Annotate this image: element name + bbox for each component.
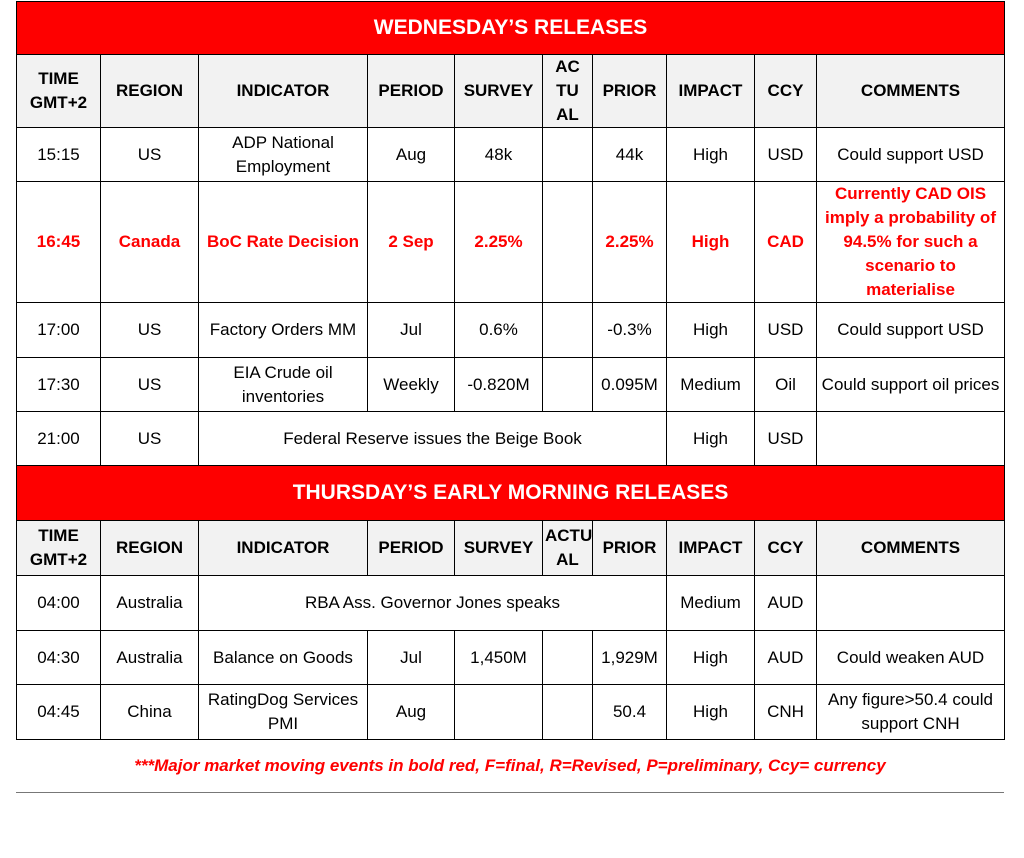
cell-comments: Any figure>50.4 could support CNH <box>817 685 1005 740</box>
cell-comments: Could support USD <box>817 303 1005 358</box>
cell-impact: Medium <box>667 576 755 631</box>
cell-region: China <box>101 685 199 740</box>
cell-impact: High <box>667 303 755 358</box>
table-row-major <box>17 182 1005 303</box>
wednesday-header-row <box>17 55 1005 128</box>
table-row <box>17 631 1005 685</box>
cell-prior: 2.25% <box>593 182 667 303</box>
cell-time: 21:00 <box>17 412 101 466</box>
cell-period: 2 Sep <box>368 182 455 303</box>
cell-actual <box>543 631 593 685</box>
cell-indicator: Federal Reserve issues the Beige Book <box>199 412 667 466</box>
cell-region: US <box>101 128 199 182</box>
wednesday-banner-row <box>17 2 1005 55</box>
cell-comments <box>817 576 1005 631</box>
cell-time: 04:30 <box>17 631 101 685</box>
cell-region: Australia <box>101 631 199 685</box>
thursday-title: THURSDAY’S EARLY MORNING RELEASES <box>17 466 1005 521</box>
cell-time: 17:30 <box>17 358 101 412</box>
cell-time: 17:00 <box>17 303 101 358</box>
header-survey: SURVEY <box>455 521 543 576</box>
cell-indicator: RBA Ass. Governor Jones speaks <box>199 576 667 631</box>
table-row <box>17 576 1005 631</box>
header-actual: AC TU AL <box>543 55 593 128</box>
cell-time: 04:45 <box>17 685 101 740</box>
header-time: TIME GMT+2 <box>17 521 101 576</box>
cell-comments <box>817 412 1005 466</box>
cell-comments: Currently CAD OIS imply a probability of 94.5% for such a scenario to materialise <box>817 182 1005 303</box>
cell-time: 04:00 <box>17 576 101 631</box>
cell-ccy: AUD <box>755 631 817 685</box>
cell-prior: -0.3% <box>593 303 667 358</box>
cell-impact: High <box>667 631 755 685</box>
header-prior: PRIOR <box>593 521 667 576</box>
cell-time: 15:15 <box>17 128 101 182</box>
cell-ccy: CAD <box>755 182 817 303</box>
cell-indicator: Balance on Goods <box>199 631 368 685</box>
header-comments: COMMENTS <box>817 521 1005 576</box>
cell-impact: High <box>667 128 755 182</box>
header-period: PERIOD <box>368 55 455 128</box>
economic-calendar-table <box>16 1 1005 740</box>
table-row <box>17 412 1005 466</box>
cell-survey: 1,450M <box>455 631 543 685</box>
cell-region: Canada <box>101 182 199 303</box>
cell-comments: Could weaken AUD <box>817 631 1005 685</box>
cell-indicator: RatingDog Services PMI <box>199 685 368 740</box>
cell-region: US <box>101 358 199 412</box>
cell-prior: 50.4 <box>593 685 667 740</box>
cell-ccy: USD <box>755 128 817 182</box>
header-survey: SURVEY <box>455 55 543 128</box>
cell-actual <box>543 128 593 182</box>
cell-region: Australia <box>101 576 199 631</box>
cell-prior: 1,929M <box>593 631 667 685</box>
thursday-header-row <box>17 521 1005 576</box>
cell-actual <box>543 182 593 303</box>
cell-time: 16:45 <box>17 182 101 303</box>
header-time: TIME GMT+2 <box>17 55 101 128</box>
cell-prior: 44k <box>593 128 667 182</box>
table-row <box>17 685 1005 740</box>
cell-survey: -0.820M <box>455 358 543 412</box>
header-impact: IMPACT <box>667 55 755 128</box>
cell-indicator: Factory Orders MM <box>199 303 368 358</box>
cell-region: US <box>101 412 199 466</box>
cell-indicator: EIA Crude oil inventories <box>199 358 368 412</box>
header-region: REGION <box>101 521 199 576</box>
cell-survey <box>455 685 543 740</box>
cell-survey: 0.6% <box>455 303 543 358</box>
cell-impact: Medium <box>667 358 755 412</box>
cell-prior: 0.095M <box>593 358 667 412</box>
header-indicator: INDICATOR <box>199 521 368 576</box>
cell-period: Aug <box>368 128 455 182</box>
cell-survey: 48k <box>455 128 543 182</box>
thursday-banner-row <box>17 466 1005 521</box>
cell-period: Jul <box>368 631 455 685</box>
footnote: ***Major market moving events in bold red, F=final, R=Revised, P=preliminary, Ccy= currency <box>134 756 886 775</box>
cell-comments: Could support USD <box>817 128 1005 182</box>
cell-actual <box>543 303 593 358</box>
cell-region: US <box>101 303 199 358</box>
cell-impact: High <box>667 685 755 740</box>
cell-impact: High <box>667 182 755 303</box>
cell-actual <box>543 358 593 412</box>
cell-ccy: Oil <box>755 358 817 412</box>
cell-period: Jul <box>368 303 455 358</box>
divider <box>16 792 1004 793</box>
cell-ccy: AUD <box>755 576 817 631</box>
wednesday-title: WEDNESDAY’S RELEASES <box>17 2 1005 55</box>
cell-ccy: CNH <box>755 685 817 740</box>
header-ccy: CCY <box>755 55 817 128</box>
cell-impact: High <box>667 412 755 466</box>
cell-period: Weekly <box>368 358 455 412</box>
cell-ccy: USD <box>755 412 817 466</box>
cell-period: Aug <box>368 685 455 740</box>
cell-actual <box>543 685 593 740</box>
cell-indicator: ADP National Employment <box>199 128 368 182</box>
header-ccy: CCY <box>755 521 817 576</box>
header-indicator: INDICATOR <box>199 55 368 128</box>
header-actual: ACTU AL <box>543 521 593 576</box>
cell-ccy: USD <box>755 303 817 358</box>
header-region: REGION <box>101 55 199 128</box>
header-impact: IMPACT <box>667 521 755 576</box>
header-period: PERIOD <box>368 521 455 576</box>
table-row <box>17 128 1005 182</box>
table-row <box>17 358 1005 412</box>
cell-comments: Could support oil prices <box>817 358 1005 412</box>
header-comments: COMMENTS <box>817 55 1005 128</box>
table-row <box>17 303 1005 358</box>
header-prior: PRIOR <box>593 55 667 128</box>
cell-survey: 2.25% <box>455 182 543 303</box>
cell-indicator: BoC Rate Decision <box>199 182 368 303</box>
